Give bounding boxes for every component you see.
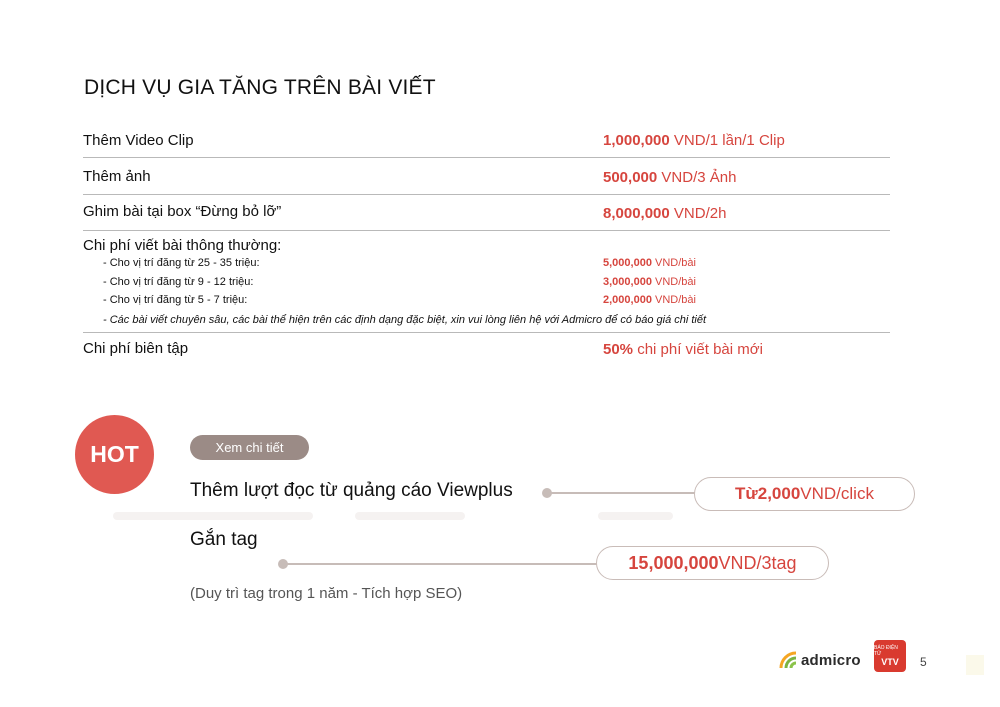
writing-label: Chi phí viết bài thông thường: (83, 237, 282, 254)
view-details-button[interactable]: Xem chi tiết (190, 435, 309, 460)
writing-item-price: 5,000,000 VND/bài (603, 257, 696, 269)
editing-label: Chi phí biên tập (83, 340, 189, 357)
service-row-video (83, 130, 890, 158)
writing-item-label: - Cho vị trí đăng từ 5 - 7 triệu: (103, 294, 248, 306)
vtv-logo-big: VTV (881, 657, 899, 667)
writing-item-price: 2,000,000 VND/bài (603, 294, 696, 306)
page-title: DỊCH VỤ GIA TĂNG TRÊN BÀI VIẾT (84, 76, 436, 99)
vtv-logo-small: BÁO ĐIỆN TỬ (874, 645, 898, 657)
vtv-logo (874, 640, 906, 672)
writing-item-price: 3,000,000 VND/bài (603, 276, 696, 288)
page-number: 5 (920, 655, 927, 669)
admicro-logo (778, 650, 861, 670)
tag-price-pill: 15,000,000 VND/3tag (596, 546, 829, 580)
tag-label: Gắn tag (190, 529, 258, 550)
admicro-logo-text: admicro (801, 651, 861, 669)
faded-text (355, 512, 465, 520)
service-price: 1,000,000 VND/1 lần/1 Clip (603, 132, 785, 149)
writing-item-label: - Cho vị trí đăng từ 25 - 35 triệu: (103, 257, 260, 269)
service-row-pin (83, 195, 890, 231)
service-price: 500,000 VND/3 Ảnh (603, 169, 737, 186)
faded-text (598, 512, 673, 520)
connector-line (286, 563, 598, 565)
viewplus-price-pill: Từ 2,000 VND/click (694, 477, 915, 511)
viewplus-label: Thêm lượt đọc từ quảng cáo Viewplus (190, 480, 513, 501)
editing-price: 50% chi phí viết bài mới (603, 341, 763, 358)
tag-note: (Duy trì tag trong 1 năm - Tích hợp SEO) (190, 585, 463, 602)
service-label: Ghim bài tại box “Đừng bỏ lỡ” (83, 203, 282, 220)
service-price: 8,000,000 VND/2h (603, 205, 727, 222)
writing-note: - Các bài viết chuyên sâu, các bài thể hiện trên các định dạng đặc biệt, xin vui lòng liên hệ với Admicro để có báo giá chi tiết (103, 314, 707, 326)
service-label: Thêm ảnh (83, 168, 151, 185)
faded-text (113, 512, 313, 520)
admicro-logo-icon (778, 650, 798, 670)
connector-line (550, 492, 696, 494)
writing-item-label: - Cho vị trí đăng từ 9 - 12 triệu: (103, 276, 254, 288)
corner-decoration (966, 655, 984, 675)
service-label: Thêm Video Clip (83, 132, 194, 149)
service-row-photo (83, 158, 890, 195)
hot-badge: HOT (75, 415, 154, 494)
